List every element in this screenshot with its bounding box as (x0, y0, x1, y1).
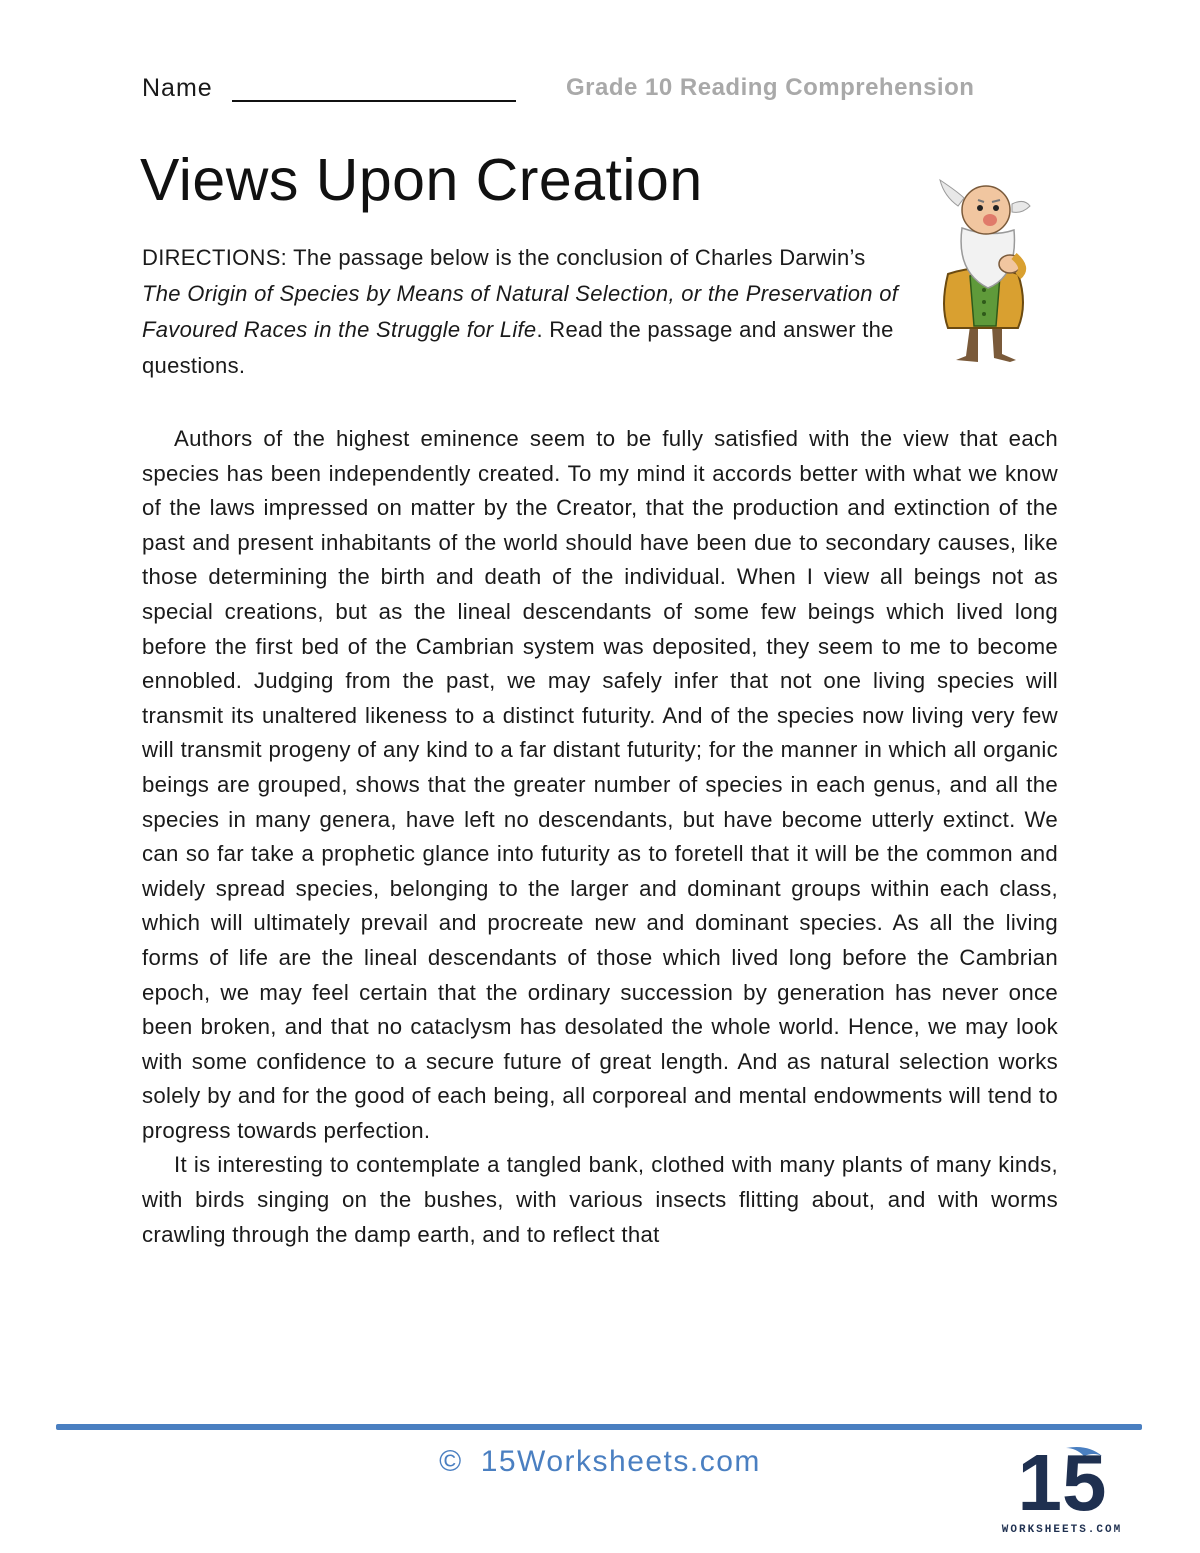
book-title: The Origin of Species by Means of Natural Selection, or the Preservation of Favoured Races in the Struggle for Life (142, 281, 899, 342)
footer-site-link[interactable]: 15Worksheets.com (480, 1445, 761, 1478)
directions-suffix: . Read the passage and answer the questions. (142, 317, 894, 378)
logo-caption: WORKSHEETS.COM (1001, 1524, 1123, 1536)
reading-passage (142, 422, 1058, 1252)
logo-number: 15 (1017, 1438, 1107, 1527)
15-worksheets-logo (996, 1438, 1136, 1538)
directions-text (142, 240, 902, 384)
worksheet-header (142, 72, 1042, 112)
footer-divider (56, 1424, 1142, 1430)
name-blank-line[interactable] (232, 100, 516, 102)
bearded-old-man-thinking-icon (918, 176, 1058, 366)
directions-prefix: DIRECTIONS: The passage below is the conclusion of Charles Darwin’s (142, 245, 866, 270)
copyright-symbol: © (439, 1445, 463, 1478)
page-title: Views Upon Creation (140, 147, 703, 213)
name-label: Name (142, 74, 213, 102)
grade-label: Grade 10 Reading Comprehension (566, 74, 975, 101)
passage-paragraph: It is interesting to contemplate a tangled bank, clothed with many plants of many kinds, with birds singing on the bushes, with various insects flitting about, and with worms crawling through the damp earth, and to reflect that (142, 1152, 1058, 1247)
passage-paragraph: Authors of the highest eminence seem to be fully satisfied with the view that each species has been independently created. To my mind it accords better with what we know of the laws impressed on matter by the Creator, that the production and extinction of the past and present inhabitants of the world should have been due to secondary causes, like those determining the birth and death of the individual. When I view all beings not as special creations, but as the lineal descendants of some few beings which lived long before the first bed of the Cambrian system was deposited, they seem to me to become ennobled. Judging from the past, we may safely infer that not one living species will transmit its unaltered likeness to a distinct futurity. And of the species now living very few will transmit progeny of any kind to a far distant futurity; for the manner in which all organic beings are grouped, shows that the greater number of species in each genus, and all the species in many genera, have left no descendants, but have become utterly extinct. We can so far take a prophetic glance into futurity as to foretell that it will be the common and widely spread species, belonging to the larger and dominant groups within each class, which will ultimately prevail and procreate new and dominant species. As all the living forms of life are the lineal descendants of those which lived long before the Cambrian epoch, we may feel certain that the ordinary succession by generation has never once been broken, and that no cataclysm has desolated the whole world. Hence, we may look with some confidence to a secure future of great length. And as natural selection works solely by and for the good of each being, all corporeal and mental endowments will tend to progress towards perfection. (142, 426, 1058, 1143)
